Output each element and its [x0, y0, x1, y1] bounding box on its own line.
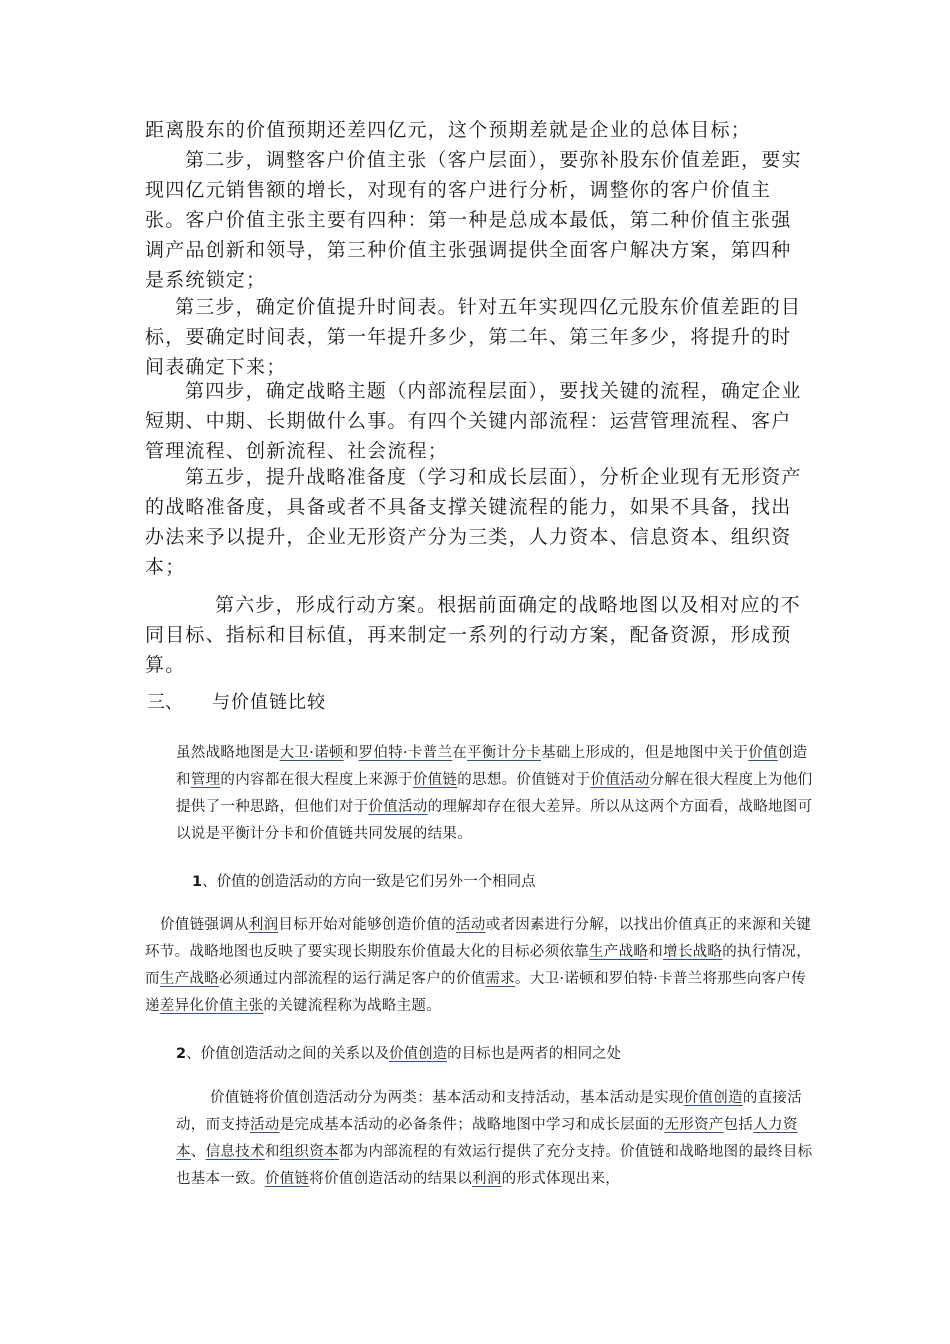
link-value-chain[interactable]: 价值链	[412, 772, 458, 788]
link-organizational-capital[interactable]: 组织资本	[279, 1144, 339, 1160]
subheading-1: 1、价值的创造活动的方向一致是它们另外一个相同点	[192, 874, 536, 890]
paragraph-step4: 第四步，确定战略主题（内部流程层面），要找关键的流程，确定企业短期、中期、长期做什么事。有四个关键内部流程：运营管理流程、客户管理流程、创新流程、社会流程；	[145, 380, 802, 462]
paragraph-step5: 第五步，提升战略准备度（学习和成长层面），分析企业现有无形资产的战略准备度，具备或者不具备支撑关键流程的能力，如果不具备，找出办法来予以提升，企业无形资产分为三类，人力资本、信息资本、组织资本；	[145, 466, 802, 578]
paragraph-point2: 价值链将价值创造活动分为两类：基本活动和支持活动，基本活动是实现价值创造的直接活动，而支持活动是完成基本活动的必备条件；战略地图中学习和成长层面的无形资产包括人力资本、信息技术和组织资本都为内部流程的有效运行提供了充分支持。价值链和战略地图的最终目标也基本一致。价值链将价值创造活动的结果以利润的形式体现出来，	[176, 1090, 813, 1187]
subheading-2: 2、价值创造活动之间的关系以及价值创造的目标也是两者的相同之处	[176, 1046, 622, 1062]
link-human-capital[interactable]: 人力资本	[176, 1117, 798, 1160]
link-value-creation[interactable]: 价值创造	[389, 1046, 448, 1062]
link-value-chain-2[interactable]: 价值链	[264, 1171, 310, 1187]
paragraph-step3: 第三步，确定价值提升时间表。针对五年实现四亿元股东价值差距的目标，要确定时间表，第一年提升多少，第二年、第三年多少，将提升的时间表确定下来；	[145, 296, 802, 378]
link-demand[interactable]: 需求	[485, 971, 516, 987]
paragraph-step6: 第六步，形成行动方案。根据前面确定的战略地图以及相对应的不同目标、指标和目标值，再来制定一系列的行动方案，配备资源，形成预算。	[145, 594, 801, 676]
link-activity[interactable]: 活动	[456, 917, 486, 933]
link-balanced-scorecard[interactable]: 平衡计分卡	[467, 745, 542, 761]
section-number: 三、	[147, 692, 183, 713]
paragraph-step1-tail: 距离股东的价值预期还差四亿元，这个预期差就是企业的总体目标；	[145, 119, 752, 141]
link-information-technology[interactable]: 信息技术	[205, 1144, 265, 1160]
paragraph-intro: 虽然战略地图是大卫·诺顿和罗伯特·卡普兰在平衡计分卡基础上形成的，但是地图中关于价值创造和管理的内容都在很大程度上来源于价值链的思想。价值链对于价值活动分解在很大程度上为他们提供了一种思路，但他们对于价值活动的理解却存在很大差异。所以从这两个方面看，战略地图可以说是平衡计分卡和价值链共同发展的结果。	[176, 745, 813, 842]
link-value[interactable]: 价值	[748, 745, 778, 761]
link-profit[interactable]: 利润	[248, 917, 279, 933]
link-activity-2[interactable]: 活动	[250, 1117, 280, 1133]
link-value-activity[interactable]: 价值活动	[590, 772, 650, 788]
link-differentiated-value-proposition[interactable]: 差异化价值主张	[159, 998, 264, 1014]
link-profit-2[interactable]: 利润	[472, 1171, 502, 1187]
link-management[interactable]: 管理	[190, 772, 221, 788]
paragraph-point1: 价值链强调从利润目标开始对能够创造价值的活动或者因素进行分解，以找出价值真正的来源和关键环节。战略地图也反映了要实现长期股东价值最大化的目标必须依靠生产战略和增长战略的执行情况，而生产战略必须通过内部流程的运行满足客户的价值需求。大卫·诺顿和罗伯特·卡普兰将那些向客户传递差异化价值主张的关键流程称为战略主题。	[145, 917, 812, 1014]
link-david-norton[interactable]: 大卫·诺顿	[279, 745, 344, 761]
link-value-activity-2[interactable]: 价值活动	[368, 799, 428, 815]
link-production-strategy-2[interactable]: 生产战略	[159, 971, 220, 987]
section-title: 与价值链比较	[212, 692, 326, 713]
link-value-creation-2[interactable]: 价值创造	[683, 1090, 743, 1106]
link-growth-strategy[interactable]: 增长战略	[663, 944, 723, 960]
paragraph-step2: 第二步，调整客户价值主张（客户层面），要弥补股东价值差距，要实现四亿元销售额的增长，对现有的客户进行分析，调整你的客户价值主张。客户价值主张主要有四种：第一种是总成本最低，第二种价值主张强调产品创新和领导，第三种价值主张强调提供全面客户解决方案，第四种是系统锁定；	[145, 149, 802, 291]
link-intangible-assets[interactable]: 无形资产	[664, 1117, 724, 1133]
link-production-strategy[interactable]: 生产战略	[589, 944, 649, 960]
link-robert-kaplan[interactable]: 罗伯特·卡普兰	[358, 745, 453, 761]
